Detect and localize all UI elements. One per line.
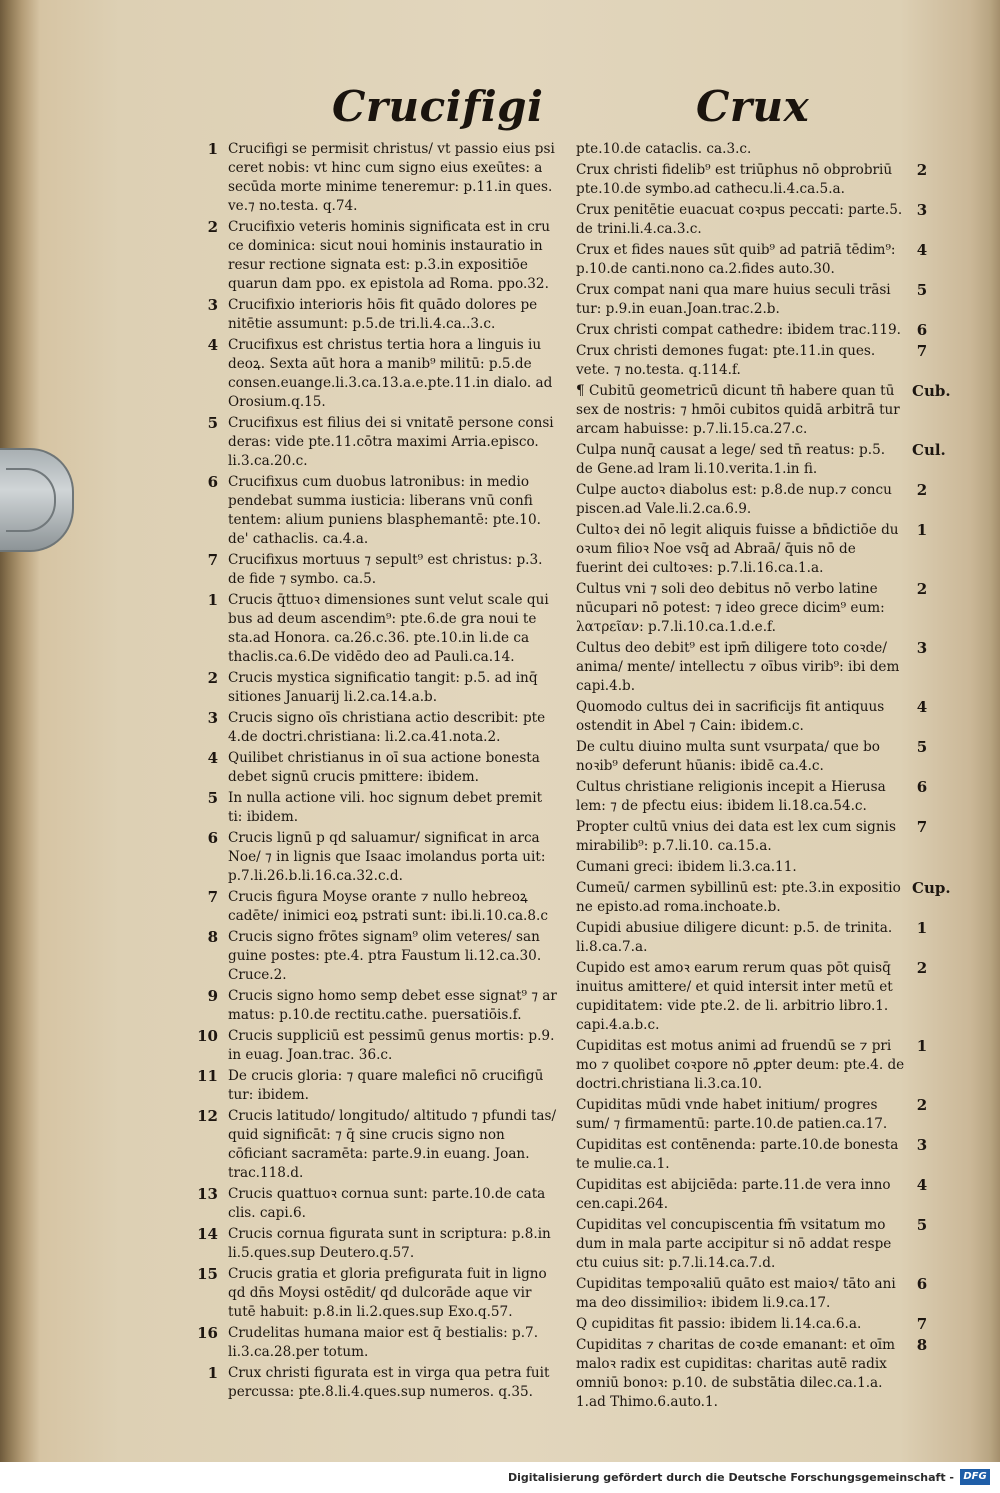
entry-text: Cupidi abusiue diligere dicunt: p.5. de trinita. li.8.ca.7.a. <box>576 920 893 955</box>
entry-text: Crucifixus est christus tertia hora a linguis iu deoꝝ. Sexta aūt hora a manib⁹ militū: p.5.de consen.euange.li.3.ca.13.a.e.pte.11.in dialo. ad Orosium.q.15. <box>228 337 553 410</box>
entry-number: 5 <box>916 738 928 756</box>
entry-text: Cultus christiane religionis incepit a Hierusa lem: ⁊ de pfectu eius: ibidem li.18.ca.54.c. <box>576 779 886 814</box>
entry-number: 7 <box>916 818 928 836</box>
entry-number: 1 <box>916 521 928 539</box>
entry-number: 5 <box>207 789 218 807</box>
index-entry <box>207 789 560 827</box>
index-entry <box>576 778 928 816</box>
entry-number: 7 <box>916 342 928 360</box>
index-entry <box>576 1315 928 1334</box>
entry-text: Crucis gratia et gloria prefigurata fuit in ligno qd dn̄s Moysi ostēdit/ qd dulcorāde aque vir tutē habuit: p.8.in li.2.ques.sup Exo.q.57. <box>228 1266 547 1320</box>
entry-text: Cumani greci: ibidem li.3.ca.11. <box>576 859 797 875</box>
entry-number: 1 <box>207 1364 218 1382</box>
entry-text: Crucis signo homo semp debet esse signat⁹ ⁊ ar matus: p.10.de rectitu.cathe. puersatiōis.f. <box>228 988 557 1023</box>
index-entry <box>576 738 928 776</box>
entry-number: 10 <box>197 1027 218 1045</box>
index-entry <box>576 140 906 159</box>
index-entry <box>576 919 928 957</box>
entry-text: Crucifigi se permisit christus/ vt passio eius psi ceret nobis: vt hinc cum signo eius exeūtes: a secūda morte minime teneremur: p.11.in ques. ve.⁊ no.testa. q.74. <box>228 141 555 214</box>
entry-number: 2 <box>916 161 928 179</box>
entry-number: 3 <box>916 639 928 657</box>
entry-number: 6 <box>916 778 928 796</box>
left-column <box>197 140 560 1404</box>
entry-number: 4 <box>207 749 218 767</box>
index-entry <box>197 1185 560 1223</box>
index-entry <box>207 829 560 886</box>
entry-number: 6 <box>207 829 218 847</box>
entry-text: Crucis signo oīs christiana actio describit: pte 4.de doctri.christiana: li.2.ca.41.nota.2. <box>228 710 546 745</box>
index-entry <box>207 551 560 589</box>
entry-number: Cup. <box>912 879 951 897</box>
entry-text: Quomodo cultus dei in sacrificijs fit antiquus ostendit in Abel ⁊ Cain: ibidem.c. <box>576 699 885 734</box>
entry-number: 2 <box>916 959 928 977</box>
entry-number: 6 <box>916 1275 928 1293</box>
index-entry <box>576 639 928 696</box>
entry-number: 5 <box>916 1216 928 1234</box>
entry-text: Crux christi demones fugat: pte.11.in ques. vete. ⁊ no.testa. q.114.f. <box>576 343 876 378</box>
entry-text: Culpa nunq̄ causat a lege/ sed tn̄ reatus: p.5. de Gene.ad lram li.10.verita.1.in fi. <box>576 442 886 477</box>
entry-number: 2 <box>916 1096 928 1114</box>
entry-number: 5 <box>207 414 218 432</box>
entry-number: Cul. <box>912 441 946 459</box>
entry-text: Cultus vni ⁊ soli deo debitus nō verbo latine nūcupari nō potest: ⁊ ideo grece dicim⁹ eum: λατρεῖαν: p.7.li.10.ca.1.d.e.f. <box>576 581 885 635</box>
entry-text: Crucis mystica significatio tangit: p.5. ad inq̄ sitiones Januarij li.2.ca.14.a.b. <box>228 670 538 705</box>
index-entry <box>207 414 560 471</box>
entry-text: Crux christi fidelib⁹ est triūphus nō obprobriū pte.10.de symbo.ad cathecu.li.4.ca.5.a. <box>576 162 893 197</box>
entry-number: 7 <box>207 888 218 906</box>
entry-number: 8 <box>207 928 218 946</box>
entry-number: 7 <box>916 1315 928 1333</box>
entry-text: Crudelitas humana maior est q̄ bestialis: p.7. li.3.ca.28.per totum. <box>228 1325 539 1360</box>
entry-number: 5 <box>916 281 928 299</box>
entry-number: 15 <box>197 1265 218 1283</box>
entry-number: 4 <box>916 241 928 259</box>
entry-number: 3 <box>916 201 928 219</box>
index-entry <box>576 879 951 917</box>
index-entry <box>197 1324 560 1362</box>
index-entry <box>197 1107 560 1183</box>
entry-text: Cupiditas mūdi vnde habet initium/ progres sum/ ⁊ firmamentū: parte.10.de patien.ca.17. <box>576 1097 888 1132</box>
entry-text: pte.10.de cataclis. ca.3.c. <box>576 141 752 157</box>
dfg-logo: DFG <box>960 1469 990 1485</box>
index-entry <box>207 709 560 747</box>
entry-text: De crucis gloria: ⁊ quare malefici nō crucifigū tur: ibidem. <box>228 1068 544 1103</box>
entry-number: 6 <box>916 321 928 339</box>
entry-number: 3 <box>207 296 218 314</box>
index-entry <box>576 1275 928 1313</box>
index-entry <box>576 858 906 877</box>
entry-text: Crucis lignū p qd saluamur/ significat in arca Noe/ ⁊ in lignis que Isaac imolandus porta uit: p.7.li.26.b.li.16.ca.32.c.d. <box>228 830 546 884</box>
footer-bar <box>0 1462 1000 1493</box>
entry-text: Q cupiditas fit passio: ibidem li.14.ca.6.a. <box>576 1316 862 1332</box>
entry-number: 4 <box>916 698 928 716</box>
entry-number: 2 <box>207 218 218 236</box>
index-entry <box>207 928 560 985</box>
entry-text: Crucis figura Moyse orante ⁊ nullo hebreoꝝ cadēte/ inimici eoꝝ pstrati sunt: ibi.li.10.ca.8.c <box>228 889 548 924</box>
index-entry <box>207 473 560 549</box>
entry-text: Crucifixio interioris hōis fit quādo dolores pe nitētie assumunt: p.5.de tri.li.4.ca..3.c. <box>228 297 538 332</box>
entry-text: Cupiditas tempoꝛaliū quāto est maioꝛ/ tāto ani ma deo dissimilioꝛ: ibidem li.9.ca.17. <box>576 1276 896 1311</box>
entry-text: Crux penitētie euacuat coꝛpus peccati: parte.5. de trini.li.4.ca.3.c. <box>576 202 903 237</box>
index-entry <box>576 321 928 340</box>
entry-number: 7 <box>207 551 218 569</box>
entry-number: 2 <box>207 669 218 687</box>
entry-number: 4 <box>916 1176 928 1194</box>
index-entry <box>197 1027 560 1065</box>
entry-number: 1 <box>916 1037 928 1055</box>
index-entry <box>576 201 928 239</box>
index-entry <box>576 580 928 637</box>
index-entry <box>576 441 946 479</box>
index-entry <box>576 382 951 439</box>
entry-number: 11 <box>197 1067 218 1085</box>
index-entry <box>197 1067 560 1105</box>
entry-text: Crucis cornua figurata sunt in scriptura: p.8.in li.5.ques.sup Deutero.q.57. <box>228 1226 551 1261</box>
index-entry <box>207 296 560 334</box>
index-entry <box>576 1037 928 1094</box>
index-entry <box>207 591 560 667</box>
entry-text: Culpe auctoꝛ diabolus est: p.8.de nup.⁊ concu piscen.ad Vale.li.2.ca.6.9. <box>576 482 892 517</box>
right-running-header: Crux <box>696 82 810 131</box>
entry-text: Quilibet christianus in oī sua actione bonesta debet signū crucis pmittere: ibidem. <box>228 750 540 785</box>
index-entry <box>576 241 928 279</box>
index-entry <box>576 481 928 519</box>
entry-number: 1 <box>207 140 218 158</box>
index-entry <box>207 140 560 216</box>
index-entry <box>576 698 928 736</box>
page-clip <box>0 448 74 552</box>
entry-text: Crux christi compat cathedre: ibidem trac.119. <box>576 322 901 338</box>
entry-text: Cupiditas est motus animi ad fruendū se ⁊ pri mo ⁊ quolibet coꝛpore nō ꝓpter deum: pte.4. de doctri.christiana li.3.ca.10. <box>576 1038 905 1092</box>
entry-text: In nulla actione vili. hoc signum debet premit ti: ibidem. <box>228 790 543 825</box>
entry-text: Crux christi figurata est in virga qua petra fuit percussa: pte.8.li.4.ques.sup numeros. q.35. <box>228 1365 550 1400</box>
index-entry <box>576 959 928 1035</box>
index-entry <box>576 161 928 199</box>
entry-text: Cupiditas vel concupiscentia fm̄ vsitatum mo dum in mala parte accipitur si nō addat respe ctu cuius sit: p.7.li.14.ca.7.d. <box>576 1217 892 1271</box>
entry-text: Crucifixus est filius dei si vnitatē persone consi deras: vide pte.11.cōtra maximi Arria.episco. li.3.ca.20.c. <box>228 415 554 469</box>
entry-text: Cultus deo debit⁹ est ipm̄ diligere toto coꝛde/ anima/ mente/ intellectu ⁊ oībus virib⁹: ibi dem capi.4.b. <box>576 640 900 694</box>
index-entry <box>207 669 560 707</box>
entry-text: Crucifixus cum duobus latronibus: in medio pendebat summa iusticia: liberans vnū confi tentem: alium puniens blasphemantē: pte.10. de' cathaclis. ca.4.a. <box>228 474 541 547</box>
index-entry <box>576 1096 928 1134</box>
entry-text: Cumeū/ carmen sybillinū est: pte.3.in expositio ne episto.ad roma.inchoate.b. <box>576 880 901 915</box>
entry-text: Cupiditas est abijciēda: parte.11.de vera inno cen.capi.264. <box>576 1177 891 1212</box>
entry-text: Crucis signo frōtes signam⁹ olim veteres/ san guine postes: pte.4. ptra Faustum li.12.ca.30. Cruce.2. <box>228 929 542 983</box>
entry-number: 1 <box>916 919 928 937</box>
entry-text: Crucis latitudo/ longitudo/ altitudo ⁊ pfundi tas/ quid significāt: ⁊ q̄ sine crucis signo non cōficiant sacramēta: parte.9.in euang. Joan. trac.118.d. <box>228 1108 557 1181</box>
entry-number: 6 <box>207 473 218 491</box>
entry-number: 1 <box>207 591 218 609</box>
entry-number: 14 <box>197 1225 218 1243</box>
index-entry <box>576 1136 928 1174</box>
index-entry <box>576 521 928 578</box>
entry-text: Propter cultū vnius dei data est lex cum signis mirabilib⁹: p.7.li.10. ca.15.a. <box>576 819 896 854</box>
right-column <box>576 140 951 1414</box>
index-entry <box>207 749 560 787</box>
entry-text: Crucis suppliciū est pessimū genus mortis: p.9. in euag. Joan.trac. 36.c. <box>228 1028 555 1063</box>
index-entry <box>576 342 928 380</box>
entry-number: 8 <box>916 1336 928 1354</box>
index-entry <box>207 336 560 412</box>
index-entry <box>197 1265 560 1322</box>
index-entry <box>576 1216 928 1273</box>
entry-text: ¶ Cubitū geometricū dicunt tn̄ habere quan tū sex de nostris: ⁊ hmōi cubitos quidā arbitrā tur arcam habuisse: p.7.li.15.ca.27.c. <box>576 383 900 437</box>
entry-text: Cupiditas ⁊ charitas de coꝛde emanant: et oīm maloꝛ radix est cupiditas: charitas autē radix omniū bonoꝛ: p.10. de substātia dilec.ca.1.a. 1.ad Thimo.6.auto.1. <box>576 1337 896 1410</box>
index-entry <box>576 1176 928 1214</box>
entry-text: Crucis q̄ttuoꝛ dimensiones sunt velut scale qui bus ad deum ascendim⁹: pte.6.de gra noui te sta.ad Honora. ca.26.c.36. pte.10.in li.de ca thaclis.ca.6.De vidēdo deo ad Pauli.ca.14. <box>228 592 549 665</box>
entry-number: 2 <box>916 481 928 499</box>
entry-text: Crucifixus mortuus ⁊ sepult⁹ est christus: p.3. de fide ⁊ symbo. ca.5. <box>228 552 543 587</box>
index-entry <box>207 1364 560 1402</box>
funding-note: Digitalisierung gefördert durch die Deutsche Forschungsgemeinschaft - <box>507 1471 954 1484</box>
entry-text: Crucifixio veteris hominis significata est in cru ce dominica: sicut noui hominis instauratio in resur rectione signata est: p.3.in expositiōe quarun dam ppo. ex epistola ad Roma. ppo.32. <box>228 219 551 292</box>
index-entry <box>576 818 928 856</box>
entry-number: 13 <box>197 1185 218 1203</box>
entry-text: De cultu diuino multa sunt vsurpata/ que bo noꝛib⁹ deferunt hūanis: ibidē ca.4.c. <box>576 739 880 774</box>
entry-text: Cupiditas est contēnenda: parte.10.de bonesta te mulie.ca.1. <box>576 1137 899 1172</box>
entry-number: 3 <box>207 709 218 727</box>
entry-number: 9 <box>207 987 218 1005</box>
entry-text: Crux compat nani qua mare huius seculi trāsi tur: p.9.in euan.Joan.trac.2.b. <box>576 282 891 317</box>
entry-number: 16 <box>197 1324 218 1342</box>
entry-number: 12 <box>197 1107 218 1125</box>
index-entry <box>197 1225 560 1263</box>
index-entry <box>576 1336 928 1412</box>
index-entry <box>576 281 928 319</box>
index-entry <box>207 888 560 926</box>
index-entry <box>207 987 560 1025</box>
index-entry <box>207 218 560 294</box>
entry-text: Crucis quattuoꝛ cornua sunt: parte.10.de cata clis. capi.6. <box>228 1186 546 1221</box>
entry-number: Cub. <box>912 382 951 400</box>
entry-text: Cupido est amoꝛ earum rerum quas pōt quisq̄ inuitus amittere/ et quid intersit inter metū et cupiditatem: vide pte.2. de li. arbitrio libro.1. capi.4.a.b.c. <box>576 960 893 1033</box>
entry-text: Crux et fides naues sūt quib⁹ ad patriā tēdim⁹: p.10.de canti.nono ca.2.fides auto.30. <box>576 242 896 277</box>
entry-number: 2 <box>916 580 928 598</box>
entry-text: Cultoꝛ dei nō legit aliquis fuisse a bn̄dictiōe du oꝛum filioꝛ Noe vsq̄ ad Abraā/ q̄uis nō de fuerint dei cultoꝛes: p.7.li.16.ca.1.a. <box>576 522 899 576</box>
left-running-header: Crucifigi <box>332 82 544 131</box>
entry-number: 4 <box>207 336 218 354</box>
entry-number: 3 <box>916 1136 928 1154</box>
